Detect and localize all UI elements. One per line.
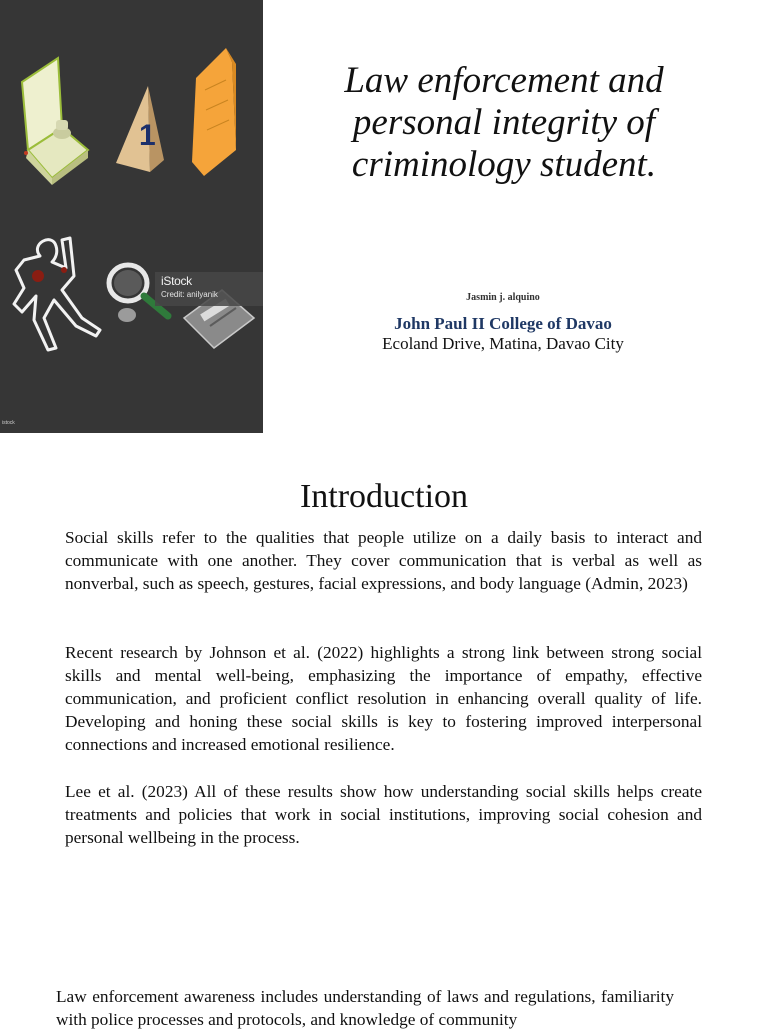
corner-mark: istock <box>2 420 15 426</box>
paragraph-law-enforcement: Law enforcement awareness includes understanding of laws and regulations, familiarity with police processes and protocols, and knowledge of community <box>56 987 674 1029</box>
college-name: John Paul II College of Davao <box>394 314 612 333</box>
body-outline-icon <box>14 238 100 350</box>
paragraph-results: Lee et al. (2023) All of these results show how understanding social skills helps create treatments and policies that work in social institutions, improving social cohesion and personal wellbeing in the process. <box>65 782 702 847</box>
evidence-bag-icon <box>192 48 236 176</box>
watermark-logo: iStock <box>161 274 192 288</box>
placard-number: 1 <box>139 119 156 152</box>
college-address: Ecoland Drive, Matina, Davao City <box>382 334 624 353</box>
evidence-marker-icon <box>116 86 164 172</box>
paragraph-social-skills: Social skills refer to the qualities that people utilize on a daily basis to interact and communicate with one another. They cover communication that is verbal as well as nonverbal, such as speech, gestures, facial expressions, and body language (Admin, 2023) <box>65 528 702 593</box>
crime-scene-illustration <box>0 0 263 433</box>
paragraph-research: Recent research by Johnson et al. (2022) highlights a strong link between strong social skills and mental well-being, emphasizing the importance of empathy, effective communication, and proficient conflict resolution in enhancing overall quality of life. Developing and honing these social skills is key to fostering improved interpersonal connections and increased emotional resilience. <box>65 643 702 754</box>
evidence-box-icon <box>22 58 88 185</box>
section-heading: Introduction <box>299 478 469 515</box>
author-name: Jasmin j. alquino <box>466 292 540 303</box>
watermark-credit: Credit: anilyanik <box>161 290 218 299</box>
document-title: Law enforcement and personal integrity of criminology student. <box>344 60 664 185</box>
hero-image <box>0 0 263 433</box>
